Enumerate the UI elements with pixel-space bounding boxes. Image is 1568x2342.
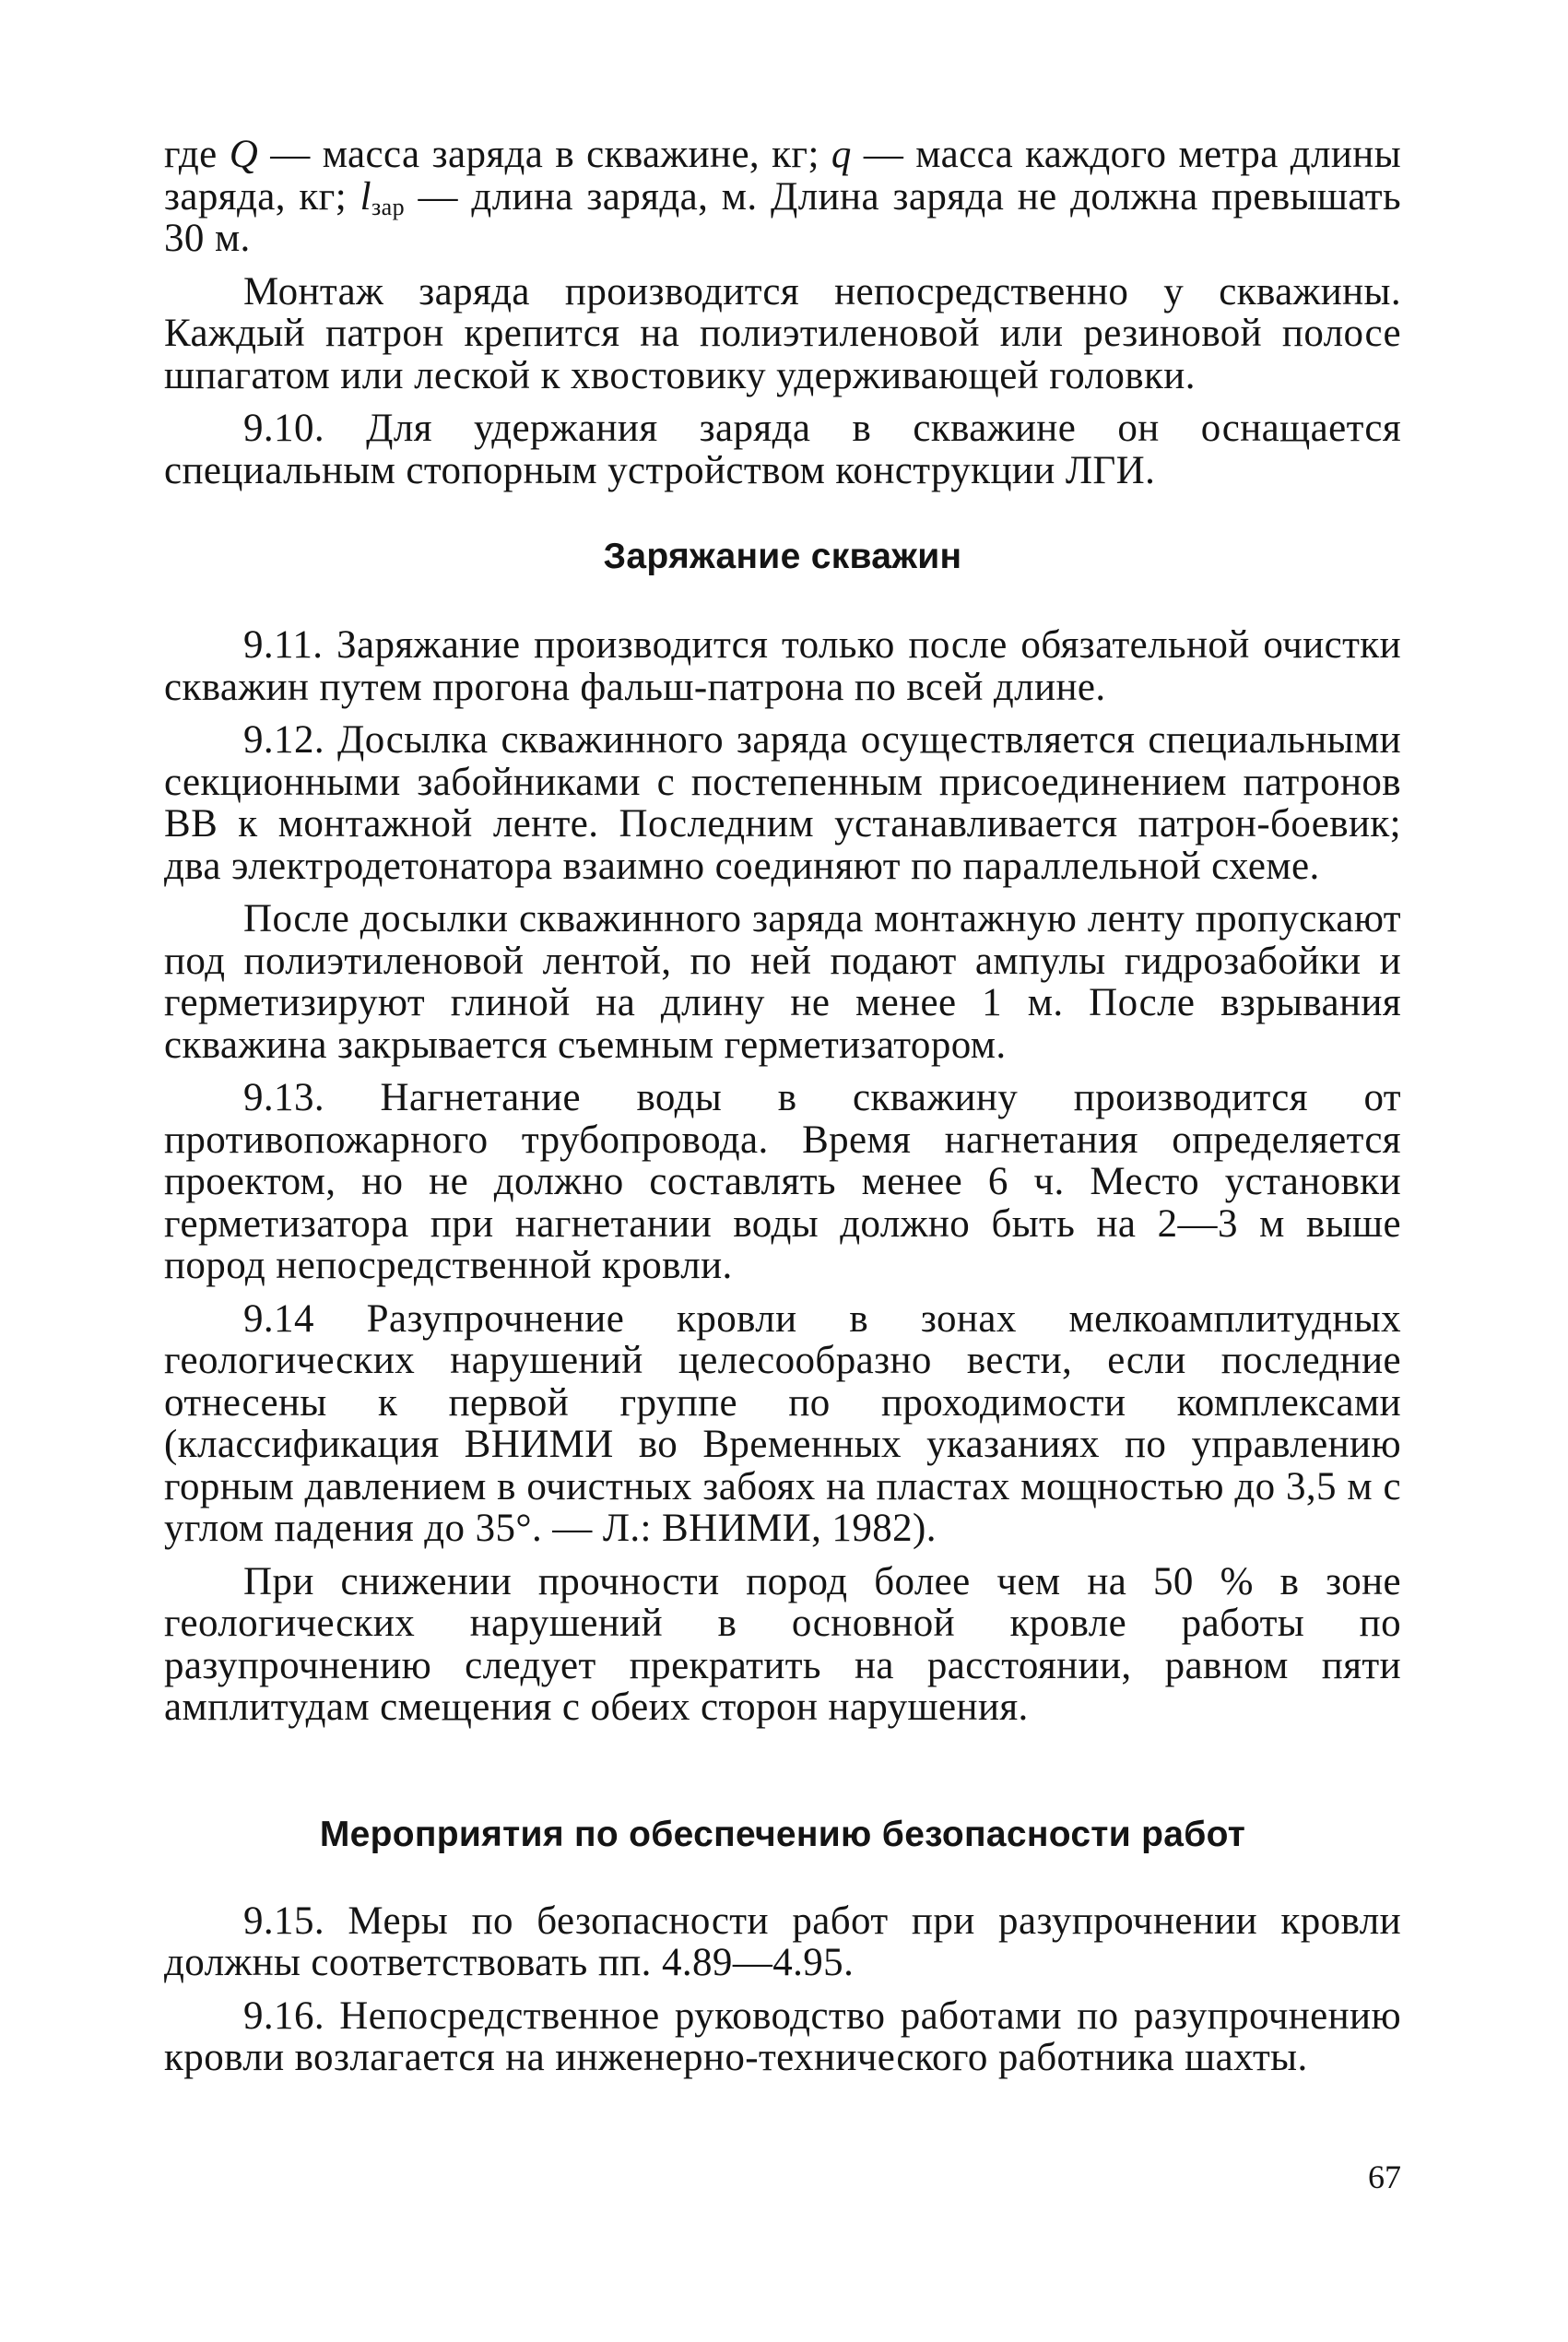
symbol-q: q (831, 133, 852, 176)
paragraph: При снижении прочности пород более чем на 50 % в зоне геологических нарушений в основной кровле работы по разупрочнению следует прекратить на расстоянии, равном пяти амплитудам смещения с обеих сторон нарушения. (164, 1559, 1401, 1729)
symbol-Q: Q (229, 133, 259, 176)
paragraph-9-11: 9.11. Заряжание производится только после обязательной очистки скважин путем прогона фальш-патрона по всей длине. (164, 623, 1401, 709)
paragraph-9-12: 9.12. Досылка скважинного заряда осуществляется специальными секционными забойниками с постепенным присоединением патронов ВВ к монтажной ленте. Последним устанавливается патрон-боевик; два электродетонатора взаимно соединяют по параллельной схеме. (164, 718, 1401, 888)
paragraph: Монтаж заряда производится непосредственно у скважины. Каждый патрон крепится на полиэтиленовой или резиновой полосе шпагатом или леской к хвостовику удерживающей головки. (164, 269, 1401, 397)
paragraph-9-10: 9.10. Для удержания заряда в скважине он оснащается специальным стопорным устройством конструкции ЛГИ. (164, 407, 1401, 492)
paragraph-9-14: 9.14 Разупрочнение кровли в зонах мелкоамплитудных геологических нарушений целесообразно вести, если последние отнесены к первой группе по проходимости комплексами (классификация ВНИМИ во Временных указаниях по управлению горным давлением в очистных забоях на пластах мощностью до 3,5 м с углом падения до 35°. — Л.: ВНИМИ, 1982). (164, 1296, 1401, 1550)
paragraph-9-15: 9.15. Меры по безопасности работ при разупрочнении кровли должны соответствовать пп. 4.89—4.95. (164, 1898, 1401, 1984)
symbol-l: l (360, 174, 371, 219)
intro-paragraph: где Q — масса заряда в скважине, кг; q — масса каждого метра длины заряда, кг; $l_{зар}$ — длина заряда, м. Длина заряда не должна превышать 30 м. (164, 133, 1401, 260)
symbol-subscript: зар (371, 193, 405, 220)
section-heading-charging: Заряжание скважин (603, 537, 962, 576)
paragraph: После досылки скважинного заряда монтажную ленту пропускают под полиэтиленовой лентой, по ней подают ампулы гидрозабойки и герметизируют глиной на длину не менее 1 м. После взрывания скважина закрывается съемным герметизатором. (164, 897, 1401, 1067)
paragraph-9-13: 9.13. Нагнетание воды в скважину производится от противопожарного трубопровода. Время нагнетания определяется проектом, но не должно составлять менее 6 ч. Место установки герметизатора при нагнетании воды должно быть на 2—3 м выше пород непосредственной кровли. (164, 1076, 1401, 1287)
paragraph-9-16: 9.16. Непосредственное руководство работами по разупрочнению кровли возлагается на инженерно-технического работника шахты. (164, 1993, 1401, 2079)
section-heading-safety: Мероприятия по обеспечению безопасности работ (319, 1814, 1246, 1854)
page-body (164, 134, 1401, 2090)
page-number: 67 (1368, 2159, 1401, 2195)
